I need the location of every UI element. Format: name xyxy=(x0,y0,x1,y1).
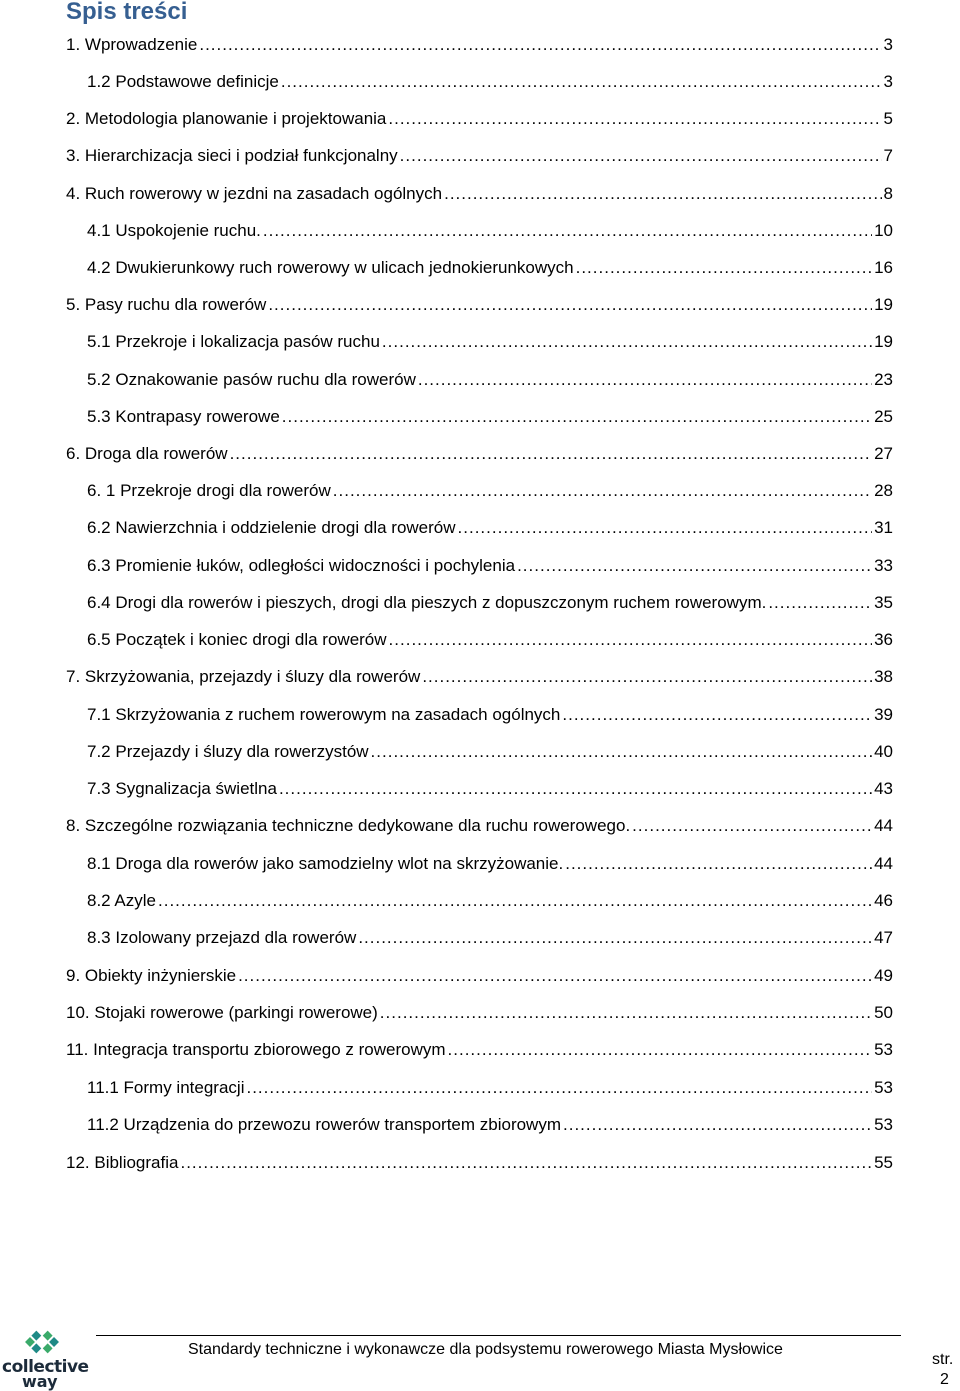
toc-entry-title: 4. Ruch rowerowy w jezdni na zasadach ogólnych xyxy=(66,184,443,203)
toc-entry-title: 11.2 Urządzenia do przewozu rowerów transportem zbiorowym xyxy=(87,1115,561,1134)
toc-entry[interactable] xyxy=(66,439,893,465)
toc-entry-title: 2. Metodologia planowanie i projektowania xyxy=(66,109,387,128)
toc-leader-dots xyxy=(562,704,872,726)
toc-entry-title: 10. Stojaki rowerowe (parkingi rowerowe) xyxy=(66,1003,378,1022)
toc-leader-dots xyxy=(768,592,872,614)
toc-entry-page: 53 xyxy=(874,1115,893,1134)
toc-entry-title: 7.3 Sygnalizacja świetlna xyxy=(87,779,277,798)
toc-entry-page: 44 xyxy=(874,816,893,835)
toc-leader-dots xyxy=(444,183,881,205)
toc-leader-dots xyxy=(279,778,872,800)
toc-entry-page: 40 xyxy=(874,742,893,761)
toc-entry[interactable] xyxy=(87,476,893,502)
toc-leader-dots xyxy=(400,145,882,167)
toc-entry[interactable] xyxy=(66,662,893,688)
toc-leader-dots xyxy=(517,555,872,577)
toc-entry-page: 46 xyxy=(874,891,893,910)
toc-entry-title: 7.2 Przejazdy i śluzy dla rowerzystów xyxy=(87,742,369,761)
toc-entry-title: 4.2 Dwukierunkowy ruch rowerowy w ulicach jednokierunkowych xyxy=(87,258,574,277)
toc-entry[interactable] xyxy=(66,179,893,205)
page-label: str. xyxy=(932,1351,954,1368)
toc-entry-page: 47 xyxy=(874,928,893,947)
toc-entry[interactable] xyxy=(87,67,893,93)
toc-entry[interactable] xyxy=(66,1148,893,1174)
toc-entry-title: 6.3 Promienie łuków, odległości widoczności i pochylenia xyxy=(87,556,516,575)
toc-entry-page: 53 xyxy=(874,1040,893,1059)
toc-entry[interactable] xyxy=(87,365,893,391)
toc-entry-title: 3. Hierarchizacja sieci i podział funkcjonalny xyxy=(66,146,398,165)
toc-leader-dots xyxy=(422,666,872,688)
toc-entry[interactable] xyxy=(87,513,893,539)
toc-entry-page: 5 xyxy=(883,109,893,128)
page-title: Spis treści xyxy=(66,0,188,25)
toc-entry-page: 19 xyxy=(874,332,893,351)
toc-leader-dots xyxy=(389,629,873,651)
toc-entry-page: 43 xyxy=(874,779,893,798)
toc-entry-title: 9. Obiekty inżynierskie xyxy=(66,966,237,985)
toc-entry-page: 3 xyxy=(883,72,893,91)
toc-entry-title: 5.2 Oznakowanie pasów ruchu dla rowerów xyxy=(87,370,416,389)
toc-leader-dots xyxy=(632,815,872,837)
toc-entry-title: 7. Skrzyżowania, przejazdy i śluzy dla rowerów xyxy=(66,667,421,686)
toc-entry-title: 5.1 Przekroje i lokalizacja pasów ruchu xyxy=(87,332,380,351)
toc-entry-page: 55 xyxy=(874,1153,893,1172)
toc-leader-dots xyxy=(380,1002,872,1024)
toc-entry[interactable] xyxy=(87,551,893,577)
toc-entry-title: 8.1 Droga dla rowerów jako samodzielny wlot na skrzyżowanie. xyxy=(87,854,564,873)
logo-wordmark-collective: collective xyxy=(2,1357,89,1377)
toc-leader-dots xyxy=(448,1039,873,1061)
footer-text: Standardy techniczne i wykonawcze dla podsystemu rowerowego Miasta Mysłowice xyxy=(188,1341,783,1358)
toc-leader-dots xyxy=(268,294,872,316)
toc-entry[interactable] xyxy=(66,961,893,987)
page-number: 2 xyxy=(940,1371,949,1388)
toc-entry[interactable] xyxy=(87,625,893,651)
toc-entry-page: 7 xyxy=(883,146,893,165)
toc-entry-page: 50 xyxy=(874,1003,893,1022)
toc-entry-title: 6.5 Początek i koniec drogi dla rowerów xyxy=(87,630,387,649)
toc-leader-dots xyxy=(382,331,872,353)
toc-entry-title: 7.1 Skrzyżowania z ruchem rowerowym na zasadach ogólnych xyxy=(87,705,561,724)
toc-entry-title: 6. 1 Przekroje drogi dla rowerów xyxy=(87,481,331,500)
toc-entry-title: 12. Bibliografia xyxy=(66,1153,179,1172)
toc-entry[interactable] xyxy=(87,1073,893,1099)
toc-leader-dots xyxy=(246,1077,872,1099)
toc-entry-page: 28 xyxy=(874,481,893,500)
toc-leader-dots xyxy=(563,1114,872,1136)
toc-entry-title: 11. Integracja transportu zbiorowego z rowerowym xyxy=(66,1040,446,1059)
toc-leader-dots xyxy=(281,71,882,93)
toc-entry-title: 8.2 Azyle xyxy=(87,891,156,910)
toc-entry[interactable] xyxy=(66,998,893,1024)
toc-leader-dots xyxy=(263,220,872,242)
toc-entry-page: 16 xyxy=(874,258,893,277)
toc-entry-title: 8.3 Izolowany przejazd dla rowerów xyxy=(87,928,357,947)
toc-entry-page: 3 xyxy=(883,35,893,54)
toc-entry[interactable] xyxy=(87,1110,893,1136)
toc-entry-page: 49 xyxy=(874,966,893,985)
toc-entry-page: 39 xyxy=(874,705,893,724)
toc-entry[interactable] xyxy=(87,700,893,726)
toc-leader-dots xyxy=(388,108,881,130)
toc-entry-title: 8. Szczególne rozwiązania techniczne dedykowane dla ruchu rowerowego. xyxy=(66,816,631,835)
toc-entry-page: 35 xyxy=(874,593,893,612)
toc-entry[interactable] xyxy=(87,737,893,763)
toc-entry-title: 6.2 Nawierzchnia i oddzielenie drogi dla rowerów xyxy=(87,518,456,537)
toc-leader-dots xyxy=(158,890,872,912)
toc-entry[interactable] xyxy=(87,402,893,428)
toc-leader-dots xyxy=(230,443,873,465)
toc-leader-dots xyxy=(180,1152,872,1174)
footer-divider xyxy=(96,1335,901,1336)
toc-entry[interactable] xyxy=(87,216,893,242)
toc-entry-page: 31 xyxy=(874,518,893,537)
toc-leader-dots xyxy=(371,741,873,763)
toc-entry-page: 23 xyxy=(874,370,893,389)
toc-entry-page: 44 xyxy=(874,854,893,873)
toc-entry-page: 8 xyxy=(883,184,893,203)
toc-entry[interactable] xyxy=(66,811,893,837)
toc-entry-title: 1.2 Podstawowe definicje xyxy=(87,72,279,91)
toc-leader-dots xyxy=(199,34,881,56)
toc-entry[interactable] xyxy=(87,327,893,353)
toc-entry-title: 11.1 Formy integracji xyxy=(87,1078,245,1097)
toc-leader-dots xyxy=(458,517,873,539)
toc-entry[interactable] xyxy=(66,141,893,167)
toc-entry[interactable] xyxy=(87,886,893,912)
toc-leader-dots xyxy=(565,853,872,875)
toc-entry-page: 33 xyxy=(874,556,893,575)
toc-leader-dots xyxy=(282,406,872,428)
toc-entry[interactable] xyxy=(66,30,893,56)
toc-entry-title: 1. Wprowadzenie xyxy=(66,35,198,54)
toc-entry[interactable] xyxy=(87,253,893,279)
toc-entry[interactable] xyxy=(87,588,893,614)
toc-entry-page: 19 xyxy=(874,295,893,314)
toc-leader-dots xyxy=(238,965,872,987)
toc-entry-page: 25 xyxy=(874,407,893,426)
toc-entry[interactable] xyxy=(66,1035,893,1061)
toc-leader-dots xyxy=(576,257,872,279)
toc-entry-page: 10 xyxy=(874,221,893,240)
toc-entry-page: 27 xyxy=(874,444,893,463)
toc-leader-dots xyxy=(418,369,872,391)
toc-entry-title: 6. Droga dla rowerów xyxy=(66,444,228,463)
toc-leader-dots xyxy=(333,480,872,502)
toc-entry-title: 5.3 Kontrapasy rowerowe xyxy=(87,407,280,426)
toc-entry-title: 5. Pasy ruchu dla rowerów xyxy=(66,295,267,314)
toc-entry[interactable] xyxy=(66,290,893,316)
toc-entry-title: 4.1 Uspokojenie ruchu. xyxy=(87,221,261,240)
toc-entry[interactable] xyxy=(66,104,893,130)
logo-wordmark-way: way xyxy=(22,1372,58,1391)
toc-entry-page: 36 xyxy=(874,630,893,649)
toc-entry-page: 38 xyxy=(874,667,893,686)
toc-entry-page: 53 xyxy=(874,1078,893,1097)
toc-leader-dots xyxy=(358,927,872,949)
toc-entry[interactable] xyxy=(87,849,893,875)
toc-entry[interactable] xyxy=(87,923,893,949)
toc-entry-title: 6.4 Drogi dla rowerów i pieszych, drogi dla pieszych z dopuszczonym ruchem rowerowym. xyxy=(87,593,767,612)
toc-entry[interactable] xyxy=(87,774,893,800)
